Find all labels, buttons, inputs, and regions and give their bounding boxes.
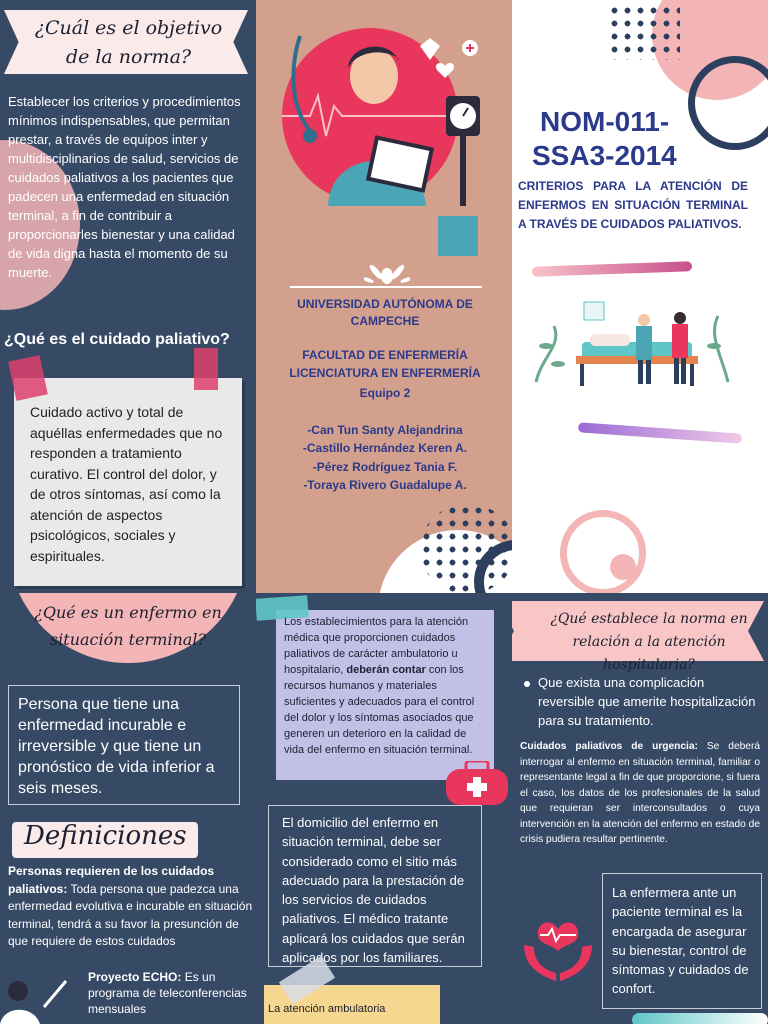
establishments-bold: deberán contar [346, 664, 426, 676]
panel-definitions [0, 593, 256, 1024]
urgent-body: Se deberá interrogar al enfermo en situación terminal, familiar o representante legal a fin de que proporcione, si fuera el caso, los datos de los profesionales de la salud que requieran ser interconsultados o cuya intervención en la atención del enfermo en estado de crisis pudiera resultar pertinente. [520, 741, 761, 845]
degree-name: LICENCIATURA EN ENFERMERÍA [289, 366, 481, 380]
decor-pink-ring [560, 510, 646, 596]
ambulatory-text: La atención ambulatoria [268, 1003, 386, 1015]
establishments-post: con los recursos humanos y materiales suficientes y adecuados para el control del dolor y los síntomas asociados que generen un deterioro en la calidad de vida del enfermo en situación terminal. [284, 664, 475, 756]
def1-text [8, 863, 254, 951]
member-3: -Pérez Rodríguez Tania F. [312, 460, 458, 474]
objective-title: ¿Cuál es el objetivo de la norma? [34, 17, 223, 68]
hospital-title: ¿Qué establece la norma en relación a la atención hospitalaria? [550, 611, 748, 673]
member-4: -Toraya Rivero Guadalupe A. [303, 478, 467, 492]
decor-stroke-purple [578, 422, 742, 443]
def1-body: Toda persona que padezca una enfermedad evolutiva e incurable en situación terminal, tendrá a su favor la presunción de que requiere de estos cuidados [8, 881, 253, 948]
panel-cover-credits [256, 0, 512, 593]
hospital-bullet: Que exista una complicación reversible que amerite hospitalización para su tratamiento. [538, 675, 756, 728]
bullet-dot [524, 681, 530, 687]
palliative-title: ¿Qué es el cuidado paliativo? [4, 331, 230, 348]
decor-pink-circle-small [610, 554, 636, 580]
establishments-text [284, 614, 484, 758]
urgent-label: Cuidados paliativos de urgencia: [520, 741, 698, 752]
terminal-text: Persona que tiene una enfermedad incurable e irreversible y que tiene un pronóstico de vida inferior a seis meses. [18, 696, 215, 797]
objective-text: Establecer los criterios y procedimientos mínimos indispensables, que permitan prestar, a través de equipos inter y multidisciplinarios de salud, servicios de cuidados paliativos a los pacientes que padecen una enfermedad en situación terminal, a fin de contribuir a proporcionarles bienestar y una calidad de vida digna hasta el momento de su muerte. [8, 94, 241, 280]
establishments-pre: Los establecimientos para la atención médica que proporcionen cuidados paliativos de carácter ambulatorio u hospitalario, [284, 616, 469, 676]
header-divider [290, 286, 482, 288]
panel-objective [0, 0, 256, 593]
norm-subtitle: CRITERIOS PARA LA ATENCIÓN DE ENFERMOS EN SITUACIÓN TERMINAL A TRAVÉS DE CUIDADOS PALIATIVOS. [518, 179, 748, 231]
echo-label: Proyecto ECHO: [88, 970, 182, 984]
note-tape-right [194, 348, 218, 390]
decor-dots-top [608, 4, 680, 60]
definitions-title: Definiciones [24, 821, 187, 851]
palliative-text: Cuidado activo y total de aquéllas enfermedades que no responden a tratamiento curativo. El control del dolor, y de otros síntomas, así como la atención de aspectos psicológicos, sociales y espirituales. [30, 404, 223, 564]
terminal-title: ¿Qué es un enfermo en situación terminal? [34, 603, 222, 649]
member-2: -Castillo Hernández Keren A. [302, 441, 468, 455]
note-tape-left [8, 355, 48, 401]
first-aid-kit-icon [446, 761, 508, 805]
faculty-name: FACULTAD DE ENFERMERÍA [302, 348, 468, 362]
heart-hands-icon [520, 915, 596, 987]
sparkle-icon [364, 254, 410, 284]
university-name: UNIVERSIDAD AUTÓNOMA DE CAMPECHE [297, 297, 473, 328]
decor-stroke-bottom [632, 1013, 768, 1024]
def1-label: Personas requieren de los cuidados paliativos: [8, 864, 215, 896]
hospital-scene-illustration [532, 286, 738, 392]
member-1: -Can Tun Santy Alejandrina [307, 423, 463, 437]
panel-title [512, 0, 768, 593]
decor-stroke-pink [532, 261, 692, 277]
decor-blob-bottom [702, 500, 768, 593]
norm-code-line2: SSA3-2014 [532, 140, 677, 171]
team-name: Equipo 2 [359, 386, 411, 400]
echo-text [88, 969, 248, 1017]
nurse-text: La enfermera ante un paciente terminal es la encargada de asegurar su bienestar, control de síntomas y cuidados de confort. [612, 885, 749, 997]
panel-establishments [256, 593, 512, 1024]
norm-code-line1: NOM-011- [540, 106, 670, 137]
urgent-text [520, 739, 760, 848]
doctor-illustration [0, 977, 76, 1024]
nurse-illustration [270, 6, 502, 256]
echo-body: Es un programa de teleconferencias mensuales [88, 970, 247, 1016]
home-text: El domicilio del enfermo en situación terminal, debe ser considerado como el sitio más adecuado para la prestación de los servicios de cuidados paliativos. El médico tratante aplicará los cuidados que serán aplicados por los familiares. [282, 815, 465, 966]
panel-hospital [512, 593, 768, 1024]
